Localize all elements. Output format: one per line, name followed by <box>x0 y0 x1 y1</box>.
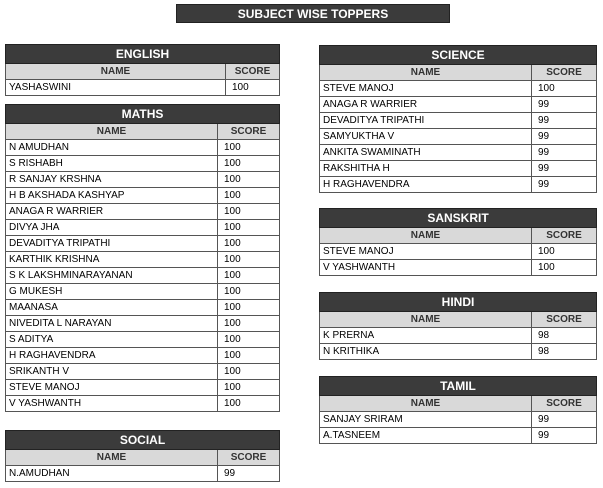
table-row <box>6 268 280 284</box>
student-score: 100 <box>218 284 280 300</box>
table-row <box>320 129 597 145</box>
table-row <box>6 236 280 252</box>
student-score: 100 <box>532 244 597 260</box>
student-name: N.AMUDHAN <box>6 466 218 482</box>
subject-header: ENGLISH <box>6 45 280 64</box>
table-row <box>320 328 597 344</box>
student-name: SANJAY SRIRAM <box>320 412 532 428</box>
maths-table <box>5 104 280 412</box>
student-name: K PRERNA <box>320 328 532 344</box>
student-score: 99 <box>532 129 597 145</box>
subject-header: HINDI <box>320 293 597 312</box>
student-name: V YASHWANTH <box>320 260 532 276</box>
student-score: 100 <box>532 81 597 97</box>
table-row <box>320 81 597 97</box>
student-score: 99 <box>532 412 597 428</box>
student-score: 100 <box>218 364 280 380</box>
sanskrit-table <box>319 208 597 276</box>
name-column-header: NAME <box>6 124 218 140</box>
student-name: H RAGHAVENDRA <box>6 348 218 364</box>
table-row <box>6 380 280 396</box>
score-column-header: SCORE <box>218 450 280 466</box>
table-row <box>6 188 280 204</box>
student-score: 99 <box>532 177 597 193</box>
score-column-header: SCORE <box>532 396 597 412</box>
student-name: DIVYA JHA <box>6 220 218 236</box>
table-row <box>6 396 280 412</box>
student-name: V YASHWANTH <box>6 396 218 412</box>
student-name: G MUKESH <box>6 284 218 300</box>
hindi-table <box>319 292 597 360</box>
name-column-header: NAME <box>6 64 226 80</box>
name-column-header: NAME <box>320 228 532 244</box>
page-title: SUBJECT WISE TOPPERS <box>176 4 450 23</box>
table-row <box>6 156 280 172</box>
table-row <box>6 252 280 268</box>
student-score: 100 <box>218 332 280 348</box>
student-score: 99 <box>218 466 280 482</box>
student-score: 100 <box>218 156 280 172</box>
table-row <box>6 466 280 482</box>
student-name: H RAGHAVENDRA <box>320 177 532 193</box>
table-row <box>6 316 280 332</box>
table-row <box>6 332 280 348</box>
subject-header: TAMIL <box>320 377 597 396</box>
student-score: 100 <box>218 140 280 156</box>
student-name: MAANASA <box>6 300 218 316</box>
student-score: 100 <box>218 188 280 204</box>
score-column-header: SCORE <box>226 64 280 80</box>
student-score: 100 <box>218 380 280 396</box>
student-name: A.TASNEEM <box>320 428 532 444</box>
subject-header: SCIENCE <box>320 46 597 65</box>
student-name: DEVADITYA TRIPATHI <box>6 236 218 252</box>
student-name: R SANJAY KRSHNA <box>6 172 218 188</box>
student-score: 99 <box>532 161 597 177</box>
student-name: SAMYUKTHA V <box>320 129 532 145</box>
student-name: N KRITHIKA <box>320 344 532 360</box>
table-row <box>320 260 597 276</box>
student-score: 99 <box>532 113 597 129</box>
student-name: ANKITA SWAMINATH <box>320 145 532 161</box>
tamil-table <box>319 376 597 444</box>
student-score: 100 <box>218 172 280 188</box>
table-row <box>320 177 597 193</box>
student-score: 100 <box>218 268 280 284</box>
student-score: 100 <box>218 348 280 364</box>
subject-header: MATHS <box>6 105 280 124</box>
science-table <box>319 45 597 193</box>
student-score: 100 <box>218 204 280 220</box>
student-name: S RISHABH <box>6 156 218 172</box>
student-name: ANAGA R WARRIER <box>320 97 532 113</box>
table-row <box>320 97 597 113</box>
student-name: H B AKSHADA KASHYAP <box>6 188 218 204</box>
student-score: 100 <box>226 80 280 96</box>
table-row <box>6 300 280 316</box>
student-name: RAKSHITHA H <box>320 161 532 177</box>
student-name: ANAGA R WARRIER <box>6 204 218 220</box>
table-row <box>320 412 597 428</box>
student-name: STEVE MANOJ <box>320 81 532 97</box>
name-column-header: NAME <box>320 396 532 412</box>
social-table <box>5 430 280 482</box>
table-row <box>6 348 280 364</box>
score-column-header: SCORE <box>532 65 597 81</box>
subject-header: SOCIAL <box>6 431 280 450</box>
table-row <box>320 344 597 360</box>
table-row <box>6 284 280 300</box>
table-row <box>6 204 280 220</box>
score-column-header: SCORE <box>532 312 597 328</box>
student-name: DEVADITYA TRIPATHI <box>320 113 532 129</box>
student-name: YASHASWINI <box>6 80 226 96</box>
student-score: 100 <box>218 316 280 332</box>
student-name: NIVEDITA L NARAYAN <box>6 316 218 332</box>
table-row <box>6 364 280 380</box>
student-score: 98 <box>532 328 597 344</box>
table-row <box>320 244 597 260</box>
table-row <box>6 172 280 188</box>
table-row <box>320 113 597 129</box>
student-name: STEVE MANOJ <box>6 380 218 396</box>
english-table <box>5 44 280 96</box>
student-score: 100 <box>218 220 280 236</box>
student-score: 100 <box>218 396 280 412</box>
student-name: N AMUDHAN <box>6 140 218 156</box>
student-score: 98 <box>532 344 597 360</box>
name-column-header: NAME <box>320 65 532 81</box>
subject-header: SANSKRIT <box>320 209 597 228</box>
student-name: S ADITYA <box>6 332 218 348</box>
student-score: 99 <box>532 428 597 444</box>
name-column-header: NAME <box>320 312 532 328</box>
student-name: SRIKANTH V <box>6 364 218 380</box>
score-column-header: SCORE <box>532 228 597 244</box>
student-name: KARTHIK KRISHNA <box>6 252 218 268</box>
student-score: 99 <box>532 145 597 161</box>
table-row <box>320 161 597 177</box>
student-score: 100 <box>218 236 280 252</box>
student-score: 100 <box>218 252 280 268</box>
student-score: 100 <box>218 300 280 316</box>
table-row <box>6 80 280 96</box>
student-name: STEVE MANOJ <box>320 244 532 260</box>
table-row <box>320 145 597 161</box>
student-name: S K LAKSHMINARAYANAN <box>6 268 218 284</box>
table-row <box>6 140 280 156</box>
name-column-header: NAME <box>6 450 218 466</box>
table-row <box>6 220 280 236</box>
score-column-header: SCORE <box>218 124 280 140</box>
student-score: 100 <box>532 260 597 276</box>
student-score: 99 <box>532 97 597 113</box>
table-row <box>320 428 597 444</box>
